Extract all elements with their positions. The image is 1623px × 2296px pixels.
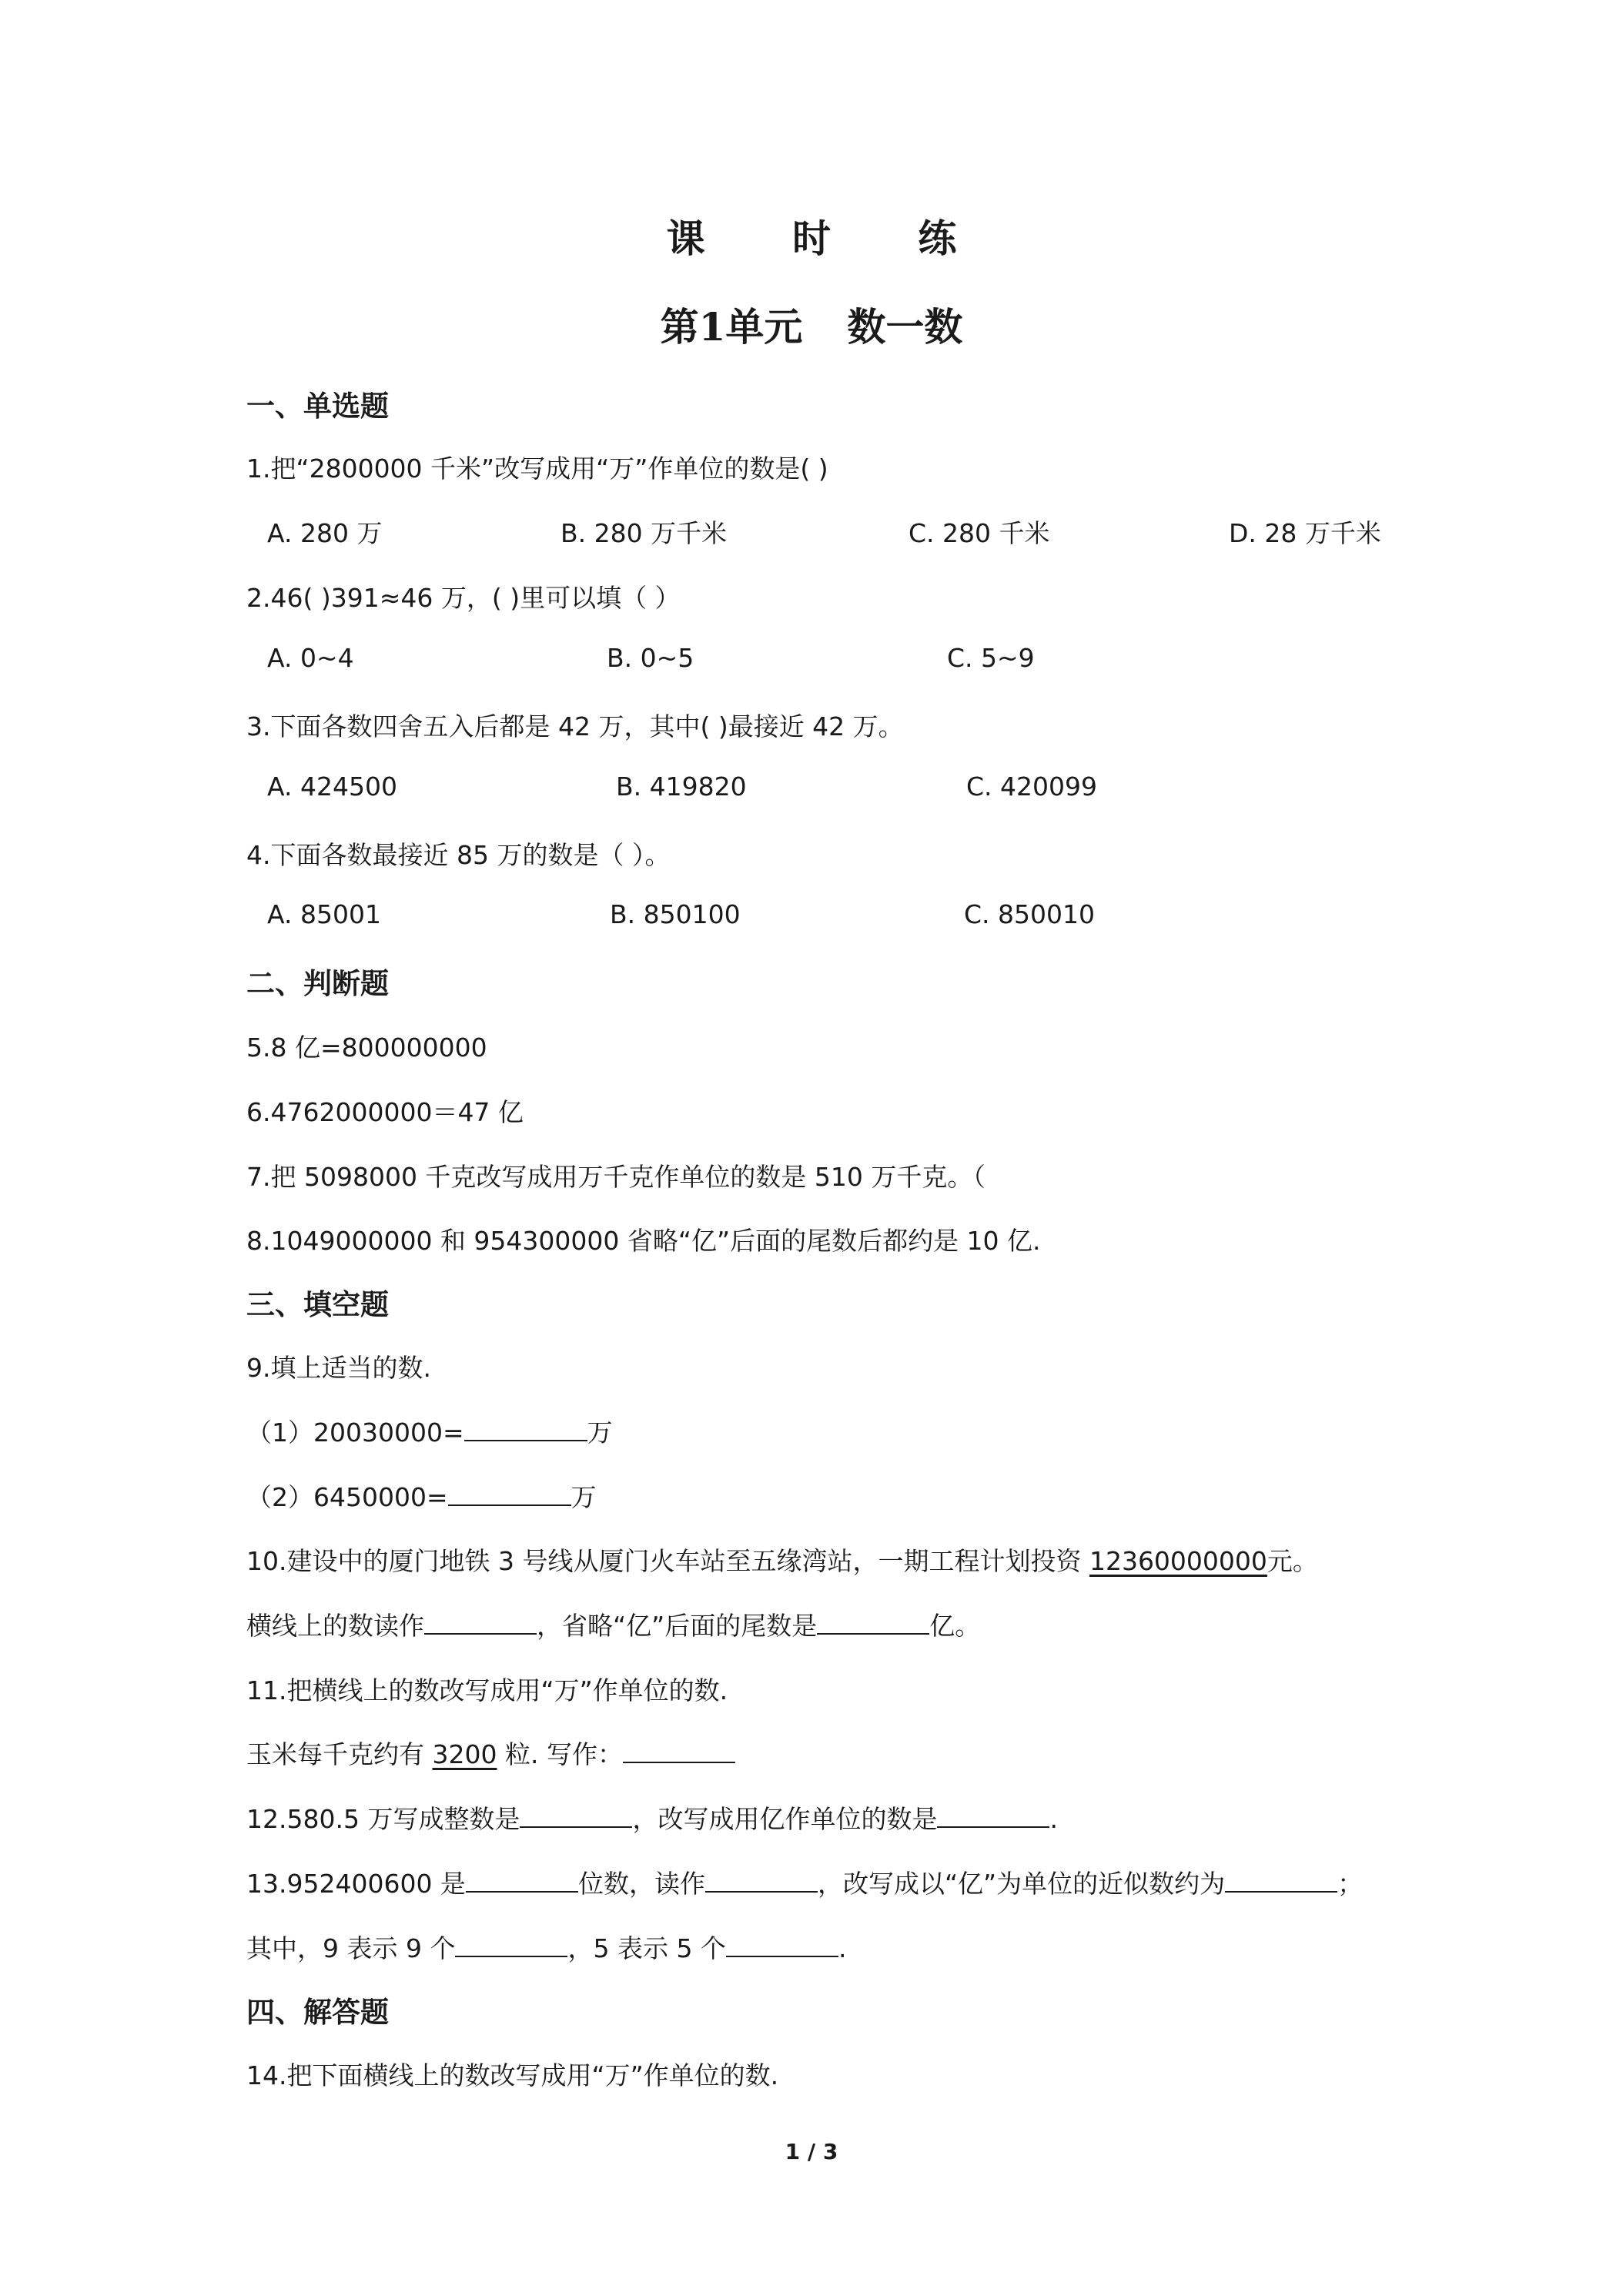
- worksheet-title: 课 时 练: [666, 216, 994, 261]
- q4-option-b: B. 850100: [610, 899, 741, 929]
- q3-option-b: B. 419820: [616, 771, 747, 802]
- q1-option-c: C. 280 千米: [909, 518, 1050, 548]
- section-heading-single-choice: 一、单选题: [246, 389, 389, 423]
- q4-option-c: C. 850010: [964, 899, 1095, 929]
- question-9-part-1: （1）20030000= 万: [246, 1417, 613, 1448]
- section-heading-fill-blank: 三、填空题: [246, 1287, 389, 1321]
- question-3: 3.下面各数四舍五入后都是 42 万，其中( )最接近 42 万。: [246, 711, 904, 741]
- page-number: 1 / 3: [785, 2139, 838, 2164]
- q4-option-a: A. 85001: [267, 899, 381, 929]
- underlined-number: 12360000000: [1089, 1546, 1267, 1576]
- answer-blank[interactable]: [817, 1610, 929, 1635]
- q3-option-c: C. 420099: [966, 771, 1097, 802]
- question-13: 13.952400600 是 位数，读作 ，改写成以“亿”为单位的近似数约为 ；: [246, 1869, 1364, 1899]
- question-11: 11.把横线上的数改写成用“万”作单位的数.: [246, 1675, 728, 1705]
- section-heading-true-false: 二、判断题: [246, 966, 389, 1000]
- question-13-line-2: 其中，9 表示 9 个 ，5 表示 5 个 .: [246, 1933, 847, 1963]
- question-7: 7.把 5098000 千克改写成用万千克作单位的数是 510 万千克。（: [246, 1162, 986, 1192]
- underlined-number: 3200: [432, 1739, 497, 1769]
- question-9: 9.填上适当的数.: [246, 1353, 431, 1383]
- question-8: 8.1049000000 和 954300000 省略“亿”后面的尾数后都约是 10 亿.: [246, 1226, 1041, 1256]
- q2-option-a: A. 0~4: [267, 643, 354, 673]
- answer-blank[interactable]: [464, 1417, 587, 1441]
- answer-blank[interactable]: [937, 1803, 1049, 1828]
- answer-blank[interactable]: [448, 1481, 571, 1506]
- answer-blank[interactable]: [466, 1868, 578, 1893]
- question-5: 5.8 亿=800000000: [246, 1033, 487, 1063]
- answer-blank[interactable]: [455, 1933, 567, 1957]
- question-14: 14.把下面横线上的数改写成用“万”作单位的数.: [246, 2060, 779, 2090]
- question-10-line-2: 横线上的数读作 ，省略“亿”后面的尾数是 亿。: [246, 1611, 981, 1641]
- answer-blank[interactable]: [520, 1803, 632, 1828]
- answer-blank[interactable]: [705, 1868, 818, 1893]
- answer-blank[interactable]: [623, 1739, 735, 1763]
- question-6: 6.4762000000＝47 亿: [246, 1097, 524, 1127]
- q2-option-b: B. 0~5: [607, 643, 694, 673]
- answer-blank[interactable]: [1225, 1868, 1337, 1893]
- question-11-line-2: 玉米每千克约有 3200 粒. 写作：: [246, 1735, 735, 1771]
- q1-option-d: D. 28 万千米: [1229, 518, 1381, 548]
- q3-option-a: A. 424500: [267, 771, 397, 802]
- question-2: 2.46( )391≈46 万，( )里可以填（ ）: [246, 583, 681, 613]
- question-12: 12.580.5 万写成整数是 ，改写成用亿作单位的数是 .: [246, 1804, 1058, 1834]
- q1-option-a: A. 280 万: [267, 518, 383, 548]
- q1-option-b: B. 280 万千米: [561, 518, 728, 548]
- question-10: 10.建设中的厦门地铁 3 号线从厦门火车站至五缘湾站，一期工程计划投资 12360000000元。: [246, 1546, 1318, 1576]
- question-4: 4.下面各数最接近 85 万的数是（ ）。: [246, 840, 671, 870]
- answer-blank[interactable]: [424, 1610, 537, 1635]
- section-heading-solve: 四、解答题: [246, 1995, 389, 2029]
- question-1: 1.把“2800000 千米”改写成用“万”作单位的数是( ): [246, 454, 828, 484]
- answer-blank[interactable]: [726, 1933, 838, 1957]
- q2-option-c: C. 5~9: [947, 643, 1035, 673]
- unit-title: 第1单元 数一数: [660, 304, 963, 350]
- question-9-part-2: （2）6450000= 万: [246, 1482, 597, 1512]
